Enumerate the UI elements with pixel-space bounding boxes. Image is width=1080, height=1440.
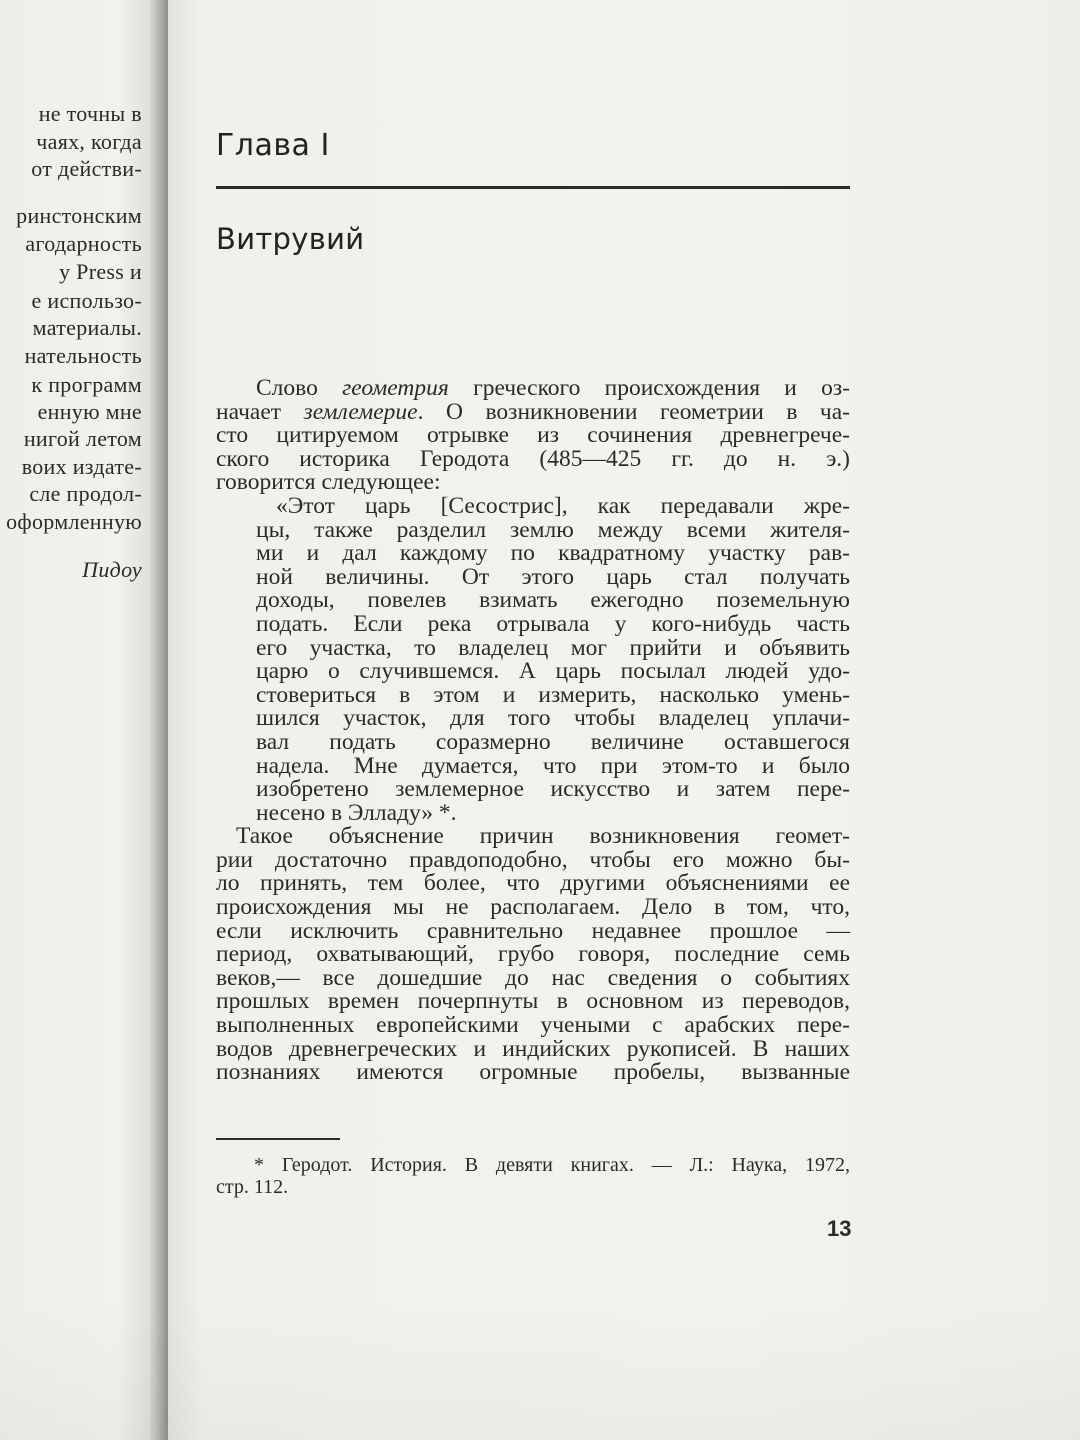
text-line: период, охватывающий, грубо говоря, последние семь xyxy=(216,941,850,968)
text-line: происхождения мы не располагаем. Дело в том, что, xyxy=(216,894,850,921)
text-line: познаниях имеются огромные пробелы, вызванные xyxy=(216,1059,850,1086)
text-line: если исключить сравнительно недавнее прошлое — xyxy=(216,917,850,944)
text-line: вал подать соразмерно величине оставшегося xyxy=(256,728,850,755)
left-page-line: чаях, когда xyxy=(36,129,142,154)
text-line: ло принять, тем более, что другими объяснениями ее xyxy=(216,870,850,897)
emphasis: геометрия xyxy=(342,375,449,401)
text-run: начает xyxy=(216,398,304,425)
text-line: шился участок, для того чтобы владелец уплачи- xyxy=(256,705,850,732)
left-page-line: материалы. xyxy=(32,315,142,340)
left-page-line: y Press и xyxy=(59,259,142,284)
paragraph-1 xyxy=(216,377,850,495)
right-page xyxy=(168,0,1080,1440)
text-line: рии достаточно правдоподобно, чтобы его можно бы- xyxy=(216,846,850,873)
left-page-line: агодарность xyxy=(25,231,142,256)
chapter-title: Витрувий xyxy=(216,222,365,256)
text-line xyxy=(216,398,851,425)
text-line: доходы, повелев взимать ежегодно поземельную xyxy=(256,587,850,614)
page-number: 13 xyxy=(827,1216,852,1241)
text-line: Такое объяснение причин возникновения геомет- xyxy=(236,823,850,850)
footnote-line: стр. 112. xyxy=(216,1176,289,1198)
quotation xyxy=(216,492,850,826)
paragraph-2 xyxy=(216,825,850,1085)
text-line: ми и дал каждому по квадратному участку рав- xyxy=(256,540,850,567)
text-line: его участка, то владелец мог прийти и объявить xyxy=(256,634,850,661)
footnote xyxy=(216,1154,850,1198)
footnote-divider xyxy=(216,1138,340,1140)
left-page-line: нательность xyxy=(24,343,142,368)
left-page-line: оформленную xyxy=(6,509,142,534)
left-page-line: сле продол- xyxy=(29,481,142,506)
text-run: Слово xyxy=(256,375,343,401)
chapter-label: Глава I xyxy=(216,128,330,163)
emphasis: землемерие xyxy=(303,398,418,425)
text-line: ского историка Геродота (485—425 гг. до н. э.) xyxy=(216,445,850,472)
text-line: цы, также разделил землю между всеми жителя- xyxy=(256,516,850,543)
text-line: ной величины. От этого царь стал получать xyxy=(256,563,850,590)
text-line: прошлых времен почерпнуты в основном из переводов, xyxy=(216,988,850,1015)
chapter-divider xyxy=(216,186,850,189)
left-page-signature: Пидоу xyxy=(82,557,142,582)
text-line: царю о случившемся. А царь посылал людей удо- xyxy=(256,658,850,685)
body-text xyxy=(216,377,850,1085)
left-page-line: не точны в xyxy=(38,101,142,126)
text-line: подать. Если река отрывала у кого-нибудь часть xyxy=(256,610,850,637)
text-line: водов древнегреческих и индийских рукописей. В наших xyxy=(216,1035,850,1062)
text-line xyxy=(216,377,850,401)
text-run: . О возникновении геометрии в ча- xyxy=(417,398,851,425)
text-run: греческого происхождения и оз- xyxy=(448,375,850,401)
left-page-line: нигой летом xyxy=(23,426,142,451)
text-line: надела. Мне думается, что при этом-то и было xyxy=(256,752,850,779)
text-line: несено в Элладу» *. xyxy=(256,799,457,826)
left-page xyxy=(0,0,168,1440)
text-line: «Этот царь [Сесострис], как передавали жре- xyxy=(276,492,850,519)
text-line: говорится следующее: xyxy=(216,469,441,496)
text-line: сто цитируемом отрывке из сочинения древнегрече- xyxy=(216,422,850,449)
left-page-line: е использо- xyxy=(31,288,142,313)
text-line: веков,— все дошедшие до нас сведения о событиях xyxy=(216,964,850,991)
footnote-line: * Геродот. История. В девяти книгах. — Л.: Наука, 1972, xyxy=(254,1154,850,1176)
left-page-line: к программ xyxy=(31,372,142,397)
left-page-line: от действи- xyxy=(31,156,142,181)
left-page-line: ринстонским xyxy=(16,203,142,228)
left-page-line: енную мне xyxy=(37,399,142,424)
text-line: выполненных европейскими учеными с арабских пере- xyxy=(216,1012,850,1039)
text-line: стовериться в этом и измерить, насколько умень- xyxy=(256,681,850,708)
text-line: изобретено землемерное искусство и затем пере- xyxy=(256,776,850,803)
left-page-line: воих издате- xyxy=(21,454,142,479)
